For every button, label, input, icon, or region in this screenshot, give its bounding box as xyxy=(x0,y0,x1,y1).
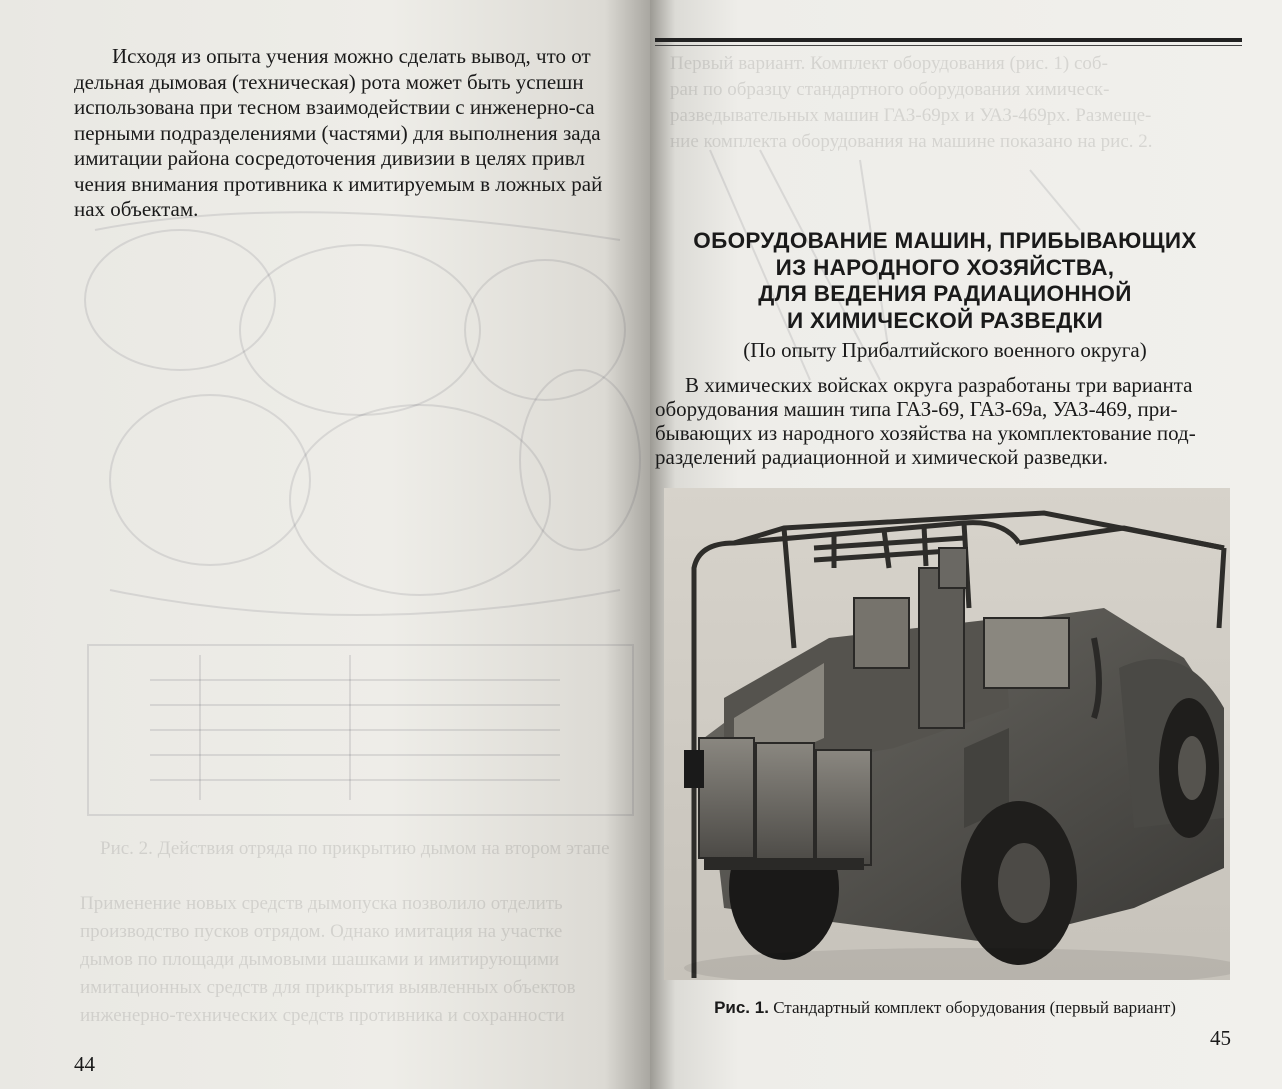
heading-line: И ХИМИЧЕСКОЙ РАЗВЕДКИ xyxy=(786,307,1104,333)
text-line: разделений радиационной и химической разведки. xyxy=(655,445,1108,469)
text-line: имитации района сосредоточения дивизии в целях привл xyxy=(74,146,585,170)
bleed-through-text: разведывательных машин ГАЗ-69рх и УАЗ-469рх. Размеще- xyxy=(670,105,1152,126)
bleed-through-text: Первый вариант. Комплект оборудования (рис. 1) соб- xyxy=(670,53,1108,74)
heading-line: ДЛЯ ВЕДЕНИЯ РАДИАЦИОННОЙ xyxy=(758,281,1132,306)
vehicle-illustration xyxy=(664,488,1230,980)
text-line: дельная дымовая (техническая) рота может быть успешн xyxy=(74,69,584,94)
text-line: использована при тесном взаимодействии с инженерно-са xyxy=(74,95,595,119)
section-heading xyxy=(660,228,1230,334)
heading-line: ИЗ НАРОДНОГО ХОЗЯЙСТВА, xyxy=(775,254,1115,280)
bleed-through-text: Применение новых средств дымопуска позволило отделить xyxy=(80,893,563,914)
text-line: В химических войсках округа разработаны три варианта xyxy=(685,373,1193,397)
header-rule xyxy=(655,38,1242,42)
bleed-through-text: дымов по площади дымовыми шашками и имитирующими xyxy=(80,949,560,970)
text-line: Исходя из опыта учения можно сделать вывод, что от xyxy=(112,44,591,68)
figure-label: Рис. 1. xyxy=(714,998,769,1017)
bleed-through-text: производство пусков отрядом. Однако имитация на участке xyxy=(80,921,563,942)
figure-caption-text: Стандартный комплект оборудования (первый вариант) xyxy=(773,998,1176,1017)
vehicle-photo xyxy=(664,488,1230,980)
section-subtitle: (По опыту Прибалтийского военного округа) xyxy=(743,338,1147,362)
text-line: перными подразделениями (частями) для выполнения зада xyxy=(74,120,601,145)
bleed-through-text: ние комплекта оборудования на машине показано на рис. 2. xyxy=(670,131,1153,152)
text-line: нах объектам. xyxy=(74,197,199,221)
text-line: чения внимания противника к имитируемым в ложных рай xyxy=(74,171,603,196)
header-rule-thin xyxy=(655,45,1242,46)
page-number-right: 45 xyxy=(1210,1026,1231,1050)
heading-line: ОБОРУДОВАНИЕ МАШИН, ПРИБЫВАЮЩИХ xyxy=(693,228,1197,253)
bleed-through-text: Рис. 2. Действия отряда по прикрытию дымом на втором этапе xyxy=(100,838,610,859)
bleed-through-text: имитационных средств для прикрытия выявленных объектов xyxy=(80,977,576,998)
bleed-through-text: ран по образцу стандартного оборудования химическ- xyxy=(670,79,1110,100)
text-line: оборудования машин типа ГАЗ-69, ГАЗ-69а, УАЗ-469, при- xyxy=(655,397,1178,421)
right-page xyxy=(650,0,1282,1089)
right-paragraph xyxy=(655,373,1240,469)
page-number-left: 44 xyxy=(74,1052,95,1076)
bleed-through-text: инженерно-технических средств противника и сохранности xyxy=(80,1005,565,1026)
left-paragraph xyxy=(74,44,650,223)
text-line: бывающих из народного хозяйства на укомплектование под- xyxy=(655,421,1196,445)
figure-caption xyxy=(660,998,1230,1018)
